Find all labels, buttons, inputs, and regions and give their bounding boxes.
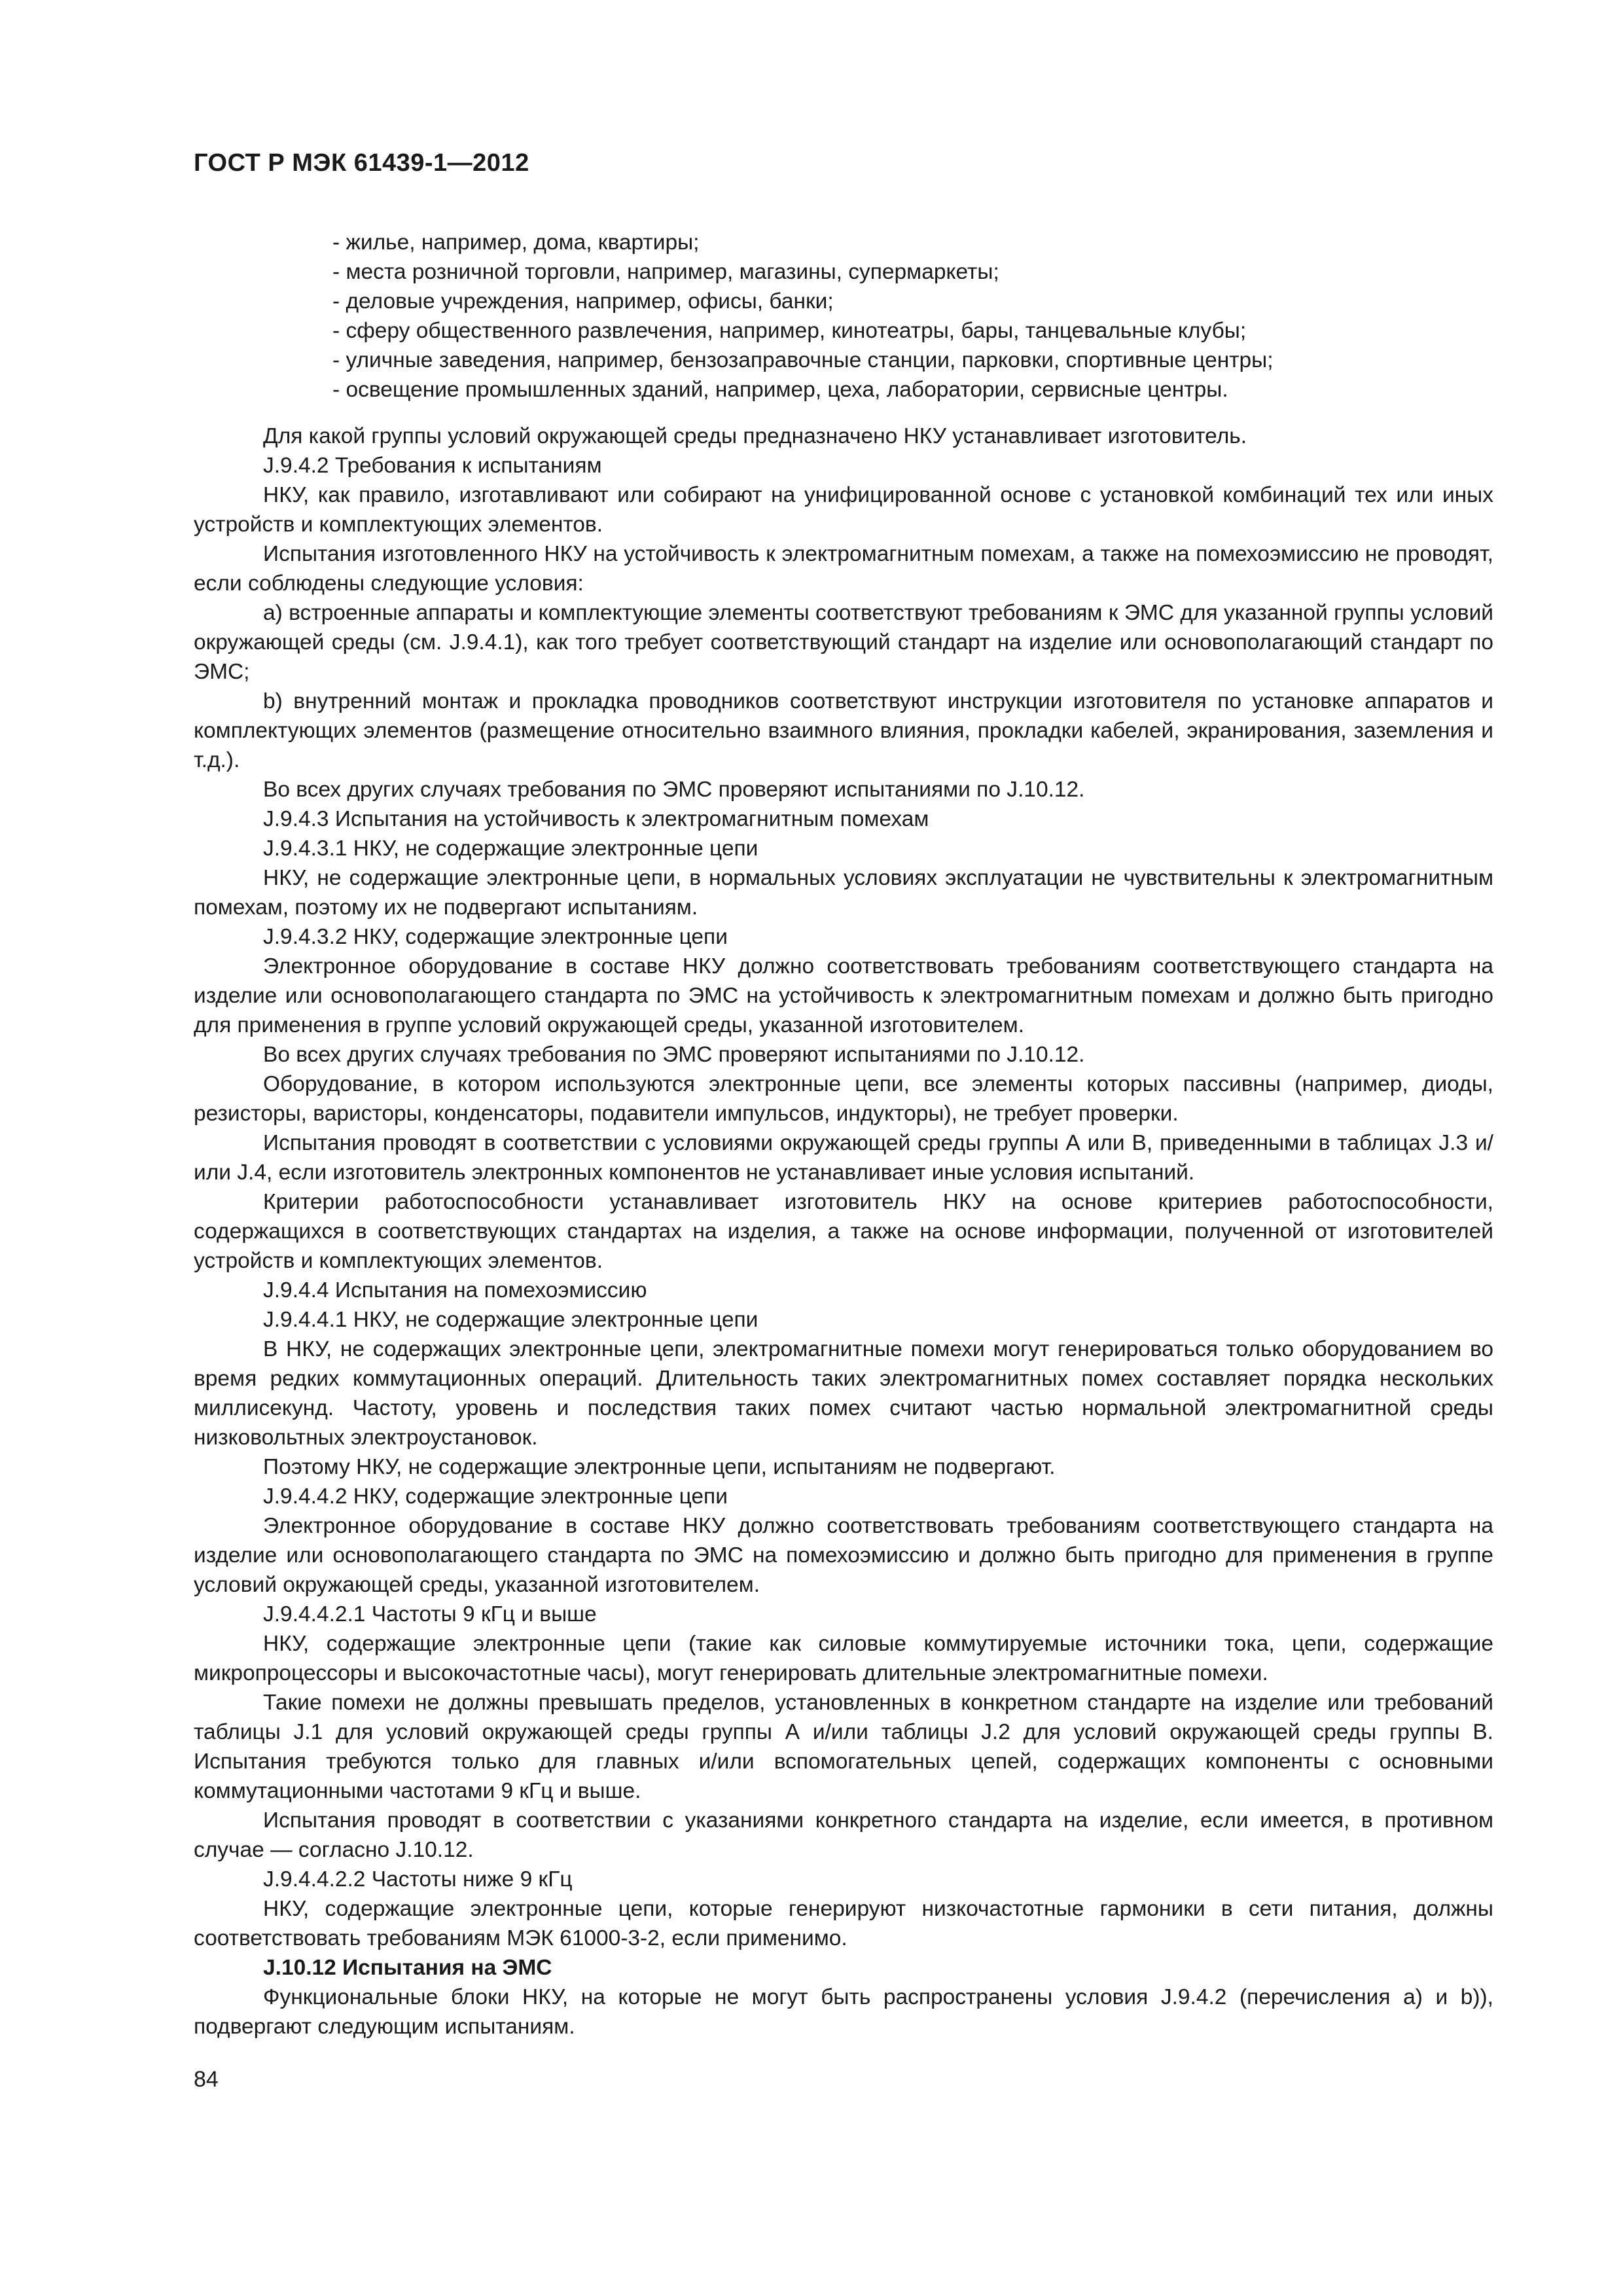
section-title: J.9.4.2 Требования к испытаниям — [263, 454, 602, 478]
paragraph: Поэтому НКУ, не содержащие электронные цепи, испытаниям не подвергают. — [263, 1455, 1056, 1479]
paragraph: Такие помехи не должны превышать пределов, установленных в конкретном стандарте на изделие или требований таблицы J.1 для условий окружающей среды группы А и/или таблицы J.2 для условий окружающей среды группы В. Испытания требуются только для главных и/или вспомогательных цепей, содержащих компоненты с основными коммутационными частотами 9 кГц и выше. — [194, 1691, 1493, 1803]
paragraph: Оборудование, в котором используются электронные цепи, все элементы которых пассивны (например, диоды, резисторы, варисторы, конденсаторы, подавители импульсов, индукторы), не требует проверки. — [194, 1072, 1493, 1126]
paragraph: НКУ, содержащие электронные цепи, которые генерируют низкочастотные гармоники в сети питания, должны соответствовать требованиям МЭК 61000-3-2, если применимо. — [194, 1897, 1493, 1950]
paragraph: В НКУ, не содержащих электронные цепи, электромагнитные помехи могут генерироваться только оборудованием во время редких коммутационных операций. Длительность таких электромагнитных помех составляет порядка нескольких миллисекунд. Частоту, уровень и последствия таких помех считают частью нормальной электромагнитной среды низковольтных электроустановок. — [194, 1337, 1493, 1450]
section-title: J.9.4.3.2 НКУ, содержащие электронные цепи — [263, 925, 728, 949]
list-item: - жилье, например, дома, квартиры; — [332, 230, 700, 255]
document-header: ГОСТ Р МЭК 61439-1—2012 — [194, 149, 529, 177]
paragraph: a) встроенные аппараты и комплектующие элементы соответствуют требованиям к ЭМС для указанной группы условий окружающей среды (см. J.9.4.1), как того требует соответствующий стандарт на изделие или основополагающий стандарт по ЭМС; — [194, 601, 1493, 684]
section-title: J.9.4.4.2 НКУ, содержащие электронные цепи — [263, 1484, 728, 1509]
section-title: J.9.4.4 Испытания на помехоэмиссию — [263, 1278, 647, 1302]
list-item: - сферу общественного развлечения, например, кинотеатры, бары, танцевальные клубы; — [332, 319, 1247, 343]
paragraph: Испытания изготовленного НКУ на устойчивость к электромагнитным помехам, а также на помехоэмиссию не проводят, если соблюдены следующие условия: — [194, 542, 1493, 596]
section-heading-bold: J.10.12 Испытания на ЭМС — [263, 1956, 552, 1980]
section-title: J.9.4.4.1 НКУ, не содержащие электронные цепи — [263, 1308, 758, 1332]
paragraph: Электронное оборудование в составе НКУ должно соответствовать требованиям соответствующего стандарта на изделие или основополагающего стандарта по ЭМС на устойчивость к электромагнитным помехам и должно быть пригодно для применения в группе условий окружающей среды, указанной изготовителем. — [194, 954, 1493, 1037]
list-item: - деловые учреждения, например, офисы, банки; — [332, 289, 834, 314]
paragraph: НКУ, как правило, изготавливают или собирают на унифицированной основе с установкой комбинаций тех или иных устройств и комплектующих элементов. — [194, 483, 1493, 537]
paragraph: НКУ, содержащие электронные цепи (такие как силовые коммутируемые источники тока, цепи, содержащие микропроцессоры и высокочастотные часы), могут генерировать длительные электромагнитные помехи. — [194, 1632, 1493, 1685]
section-title: J.9.4.4.2.1 Частоты 9 кГц и выше — [263, 1602, 597, 1626]
usage-list — [194, 228, 1493, 404]
paragraph: Во всех других случаях требования по ЭМС проверяют испытаниями по J.10.12. — [263, 778, 1085, 802]
paragraph: Испытания проводят в соответствии с условиями окружающей среды группы А или В, приведенными в таблицах J.3 и/или J.4, если изготовитель электронных компонентов не устанавливает иные условия испытаний. — [194, 1131, 1493, 1185]
spacer — [194, 404, 1493, 422]
page-number: 84 — [194, 2067, 219, 2092]
paragraph: Для какой группы условий окружающей среды предназначено НКУ устанавливает изготовитель. — [263, 424, 1247, 448]
document-body — [194, 228, 1493, 2041]
section-title: J.9.4.4.2.2 Частоты ниже 9 кГц — [263, 1867, 573, 1892]
paragraph: НКУ, не содержащие электронные цепи, в нормальных условиях эксплуатации не чувствительны к электромагнитным помехам, поэтому их не подвергают испытаниям. — [194, 866, 1493, 920]
paragraph: Критерии работоспособности устанавливает изготовитель НКУ на основе критериев работоспособности, содержащихся в соответствующих стандартах на изделия, а также на основе информации, полученной от изготовителей устройств и комплектующих элементов. — [194, 1190, 1493, 1273]
paragraph: Испытания проводят в соответствии с указаниями конкретного стандарта на изделие, если имеется, в противном случае — согласно J.10.12. — [194, 1808, 1493, 1862]
section-title: J.9.4.3 Испытания на устойчивость к электромагнитным помехам — [263, 807, 929, 831]
list-item: - места розничной торговли, например, магазины, супермаркеты; — [332, 260, 999, 284]
list-item: - уличные заведения, например, бензозаправочные станции, парковки, спортивные центры; — [332, 348, 1274, 372]
paragraph: Функциональные блоки НКУ, на которые не могут быть распространены условия J.9.4.2 (перечисления a) и b)), подвергают следующим испытаниям. — [194, 1985, 1493, 2039]
list-item: - освещение промышленных зданий, например, цеха, лаборатории, сервисные центры. — [332, 378, 1228, 402]
paragraph: Во всех других случаях требования по ЭМС проверяют испытаниями по J.10.12. — [263, 1043, 1085, 1067]
paragraph: b) внутренний монтаж и прокладка проводников соответствуют инструкции изготовителя по установке аппаратов и комплектующих элементов (размещение относительно взаимного влияния, прокладки кабелей, экранирования, заземления и т.д.). — [194, 689, 1493, 772]
section-title: J.9.4.3.1 НКУ, не содержащие электронные цепи — [263, 836, 758, 861]
paragraph: Электронное оборудование в составе НКУ должно соответствовать требованиям соответствующего стандарта на изделие или основополагающего стандарта по ЭМС на помехоэмиссию и должно быть пригодно для применения в группе условий окружающей среды, указанной изготовителем. — [194, 1514, 1493, 1597]
